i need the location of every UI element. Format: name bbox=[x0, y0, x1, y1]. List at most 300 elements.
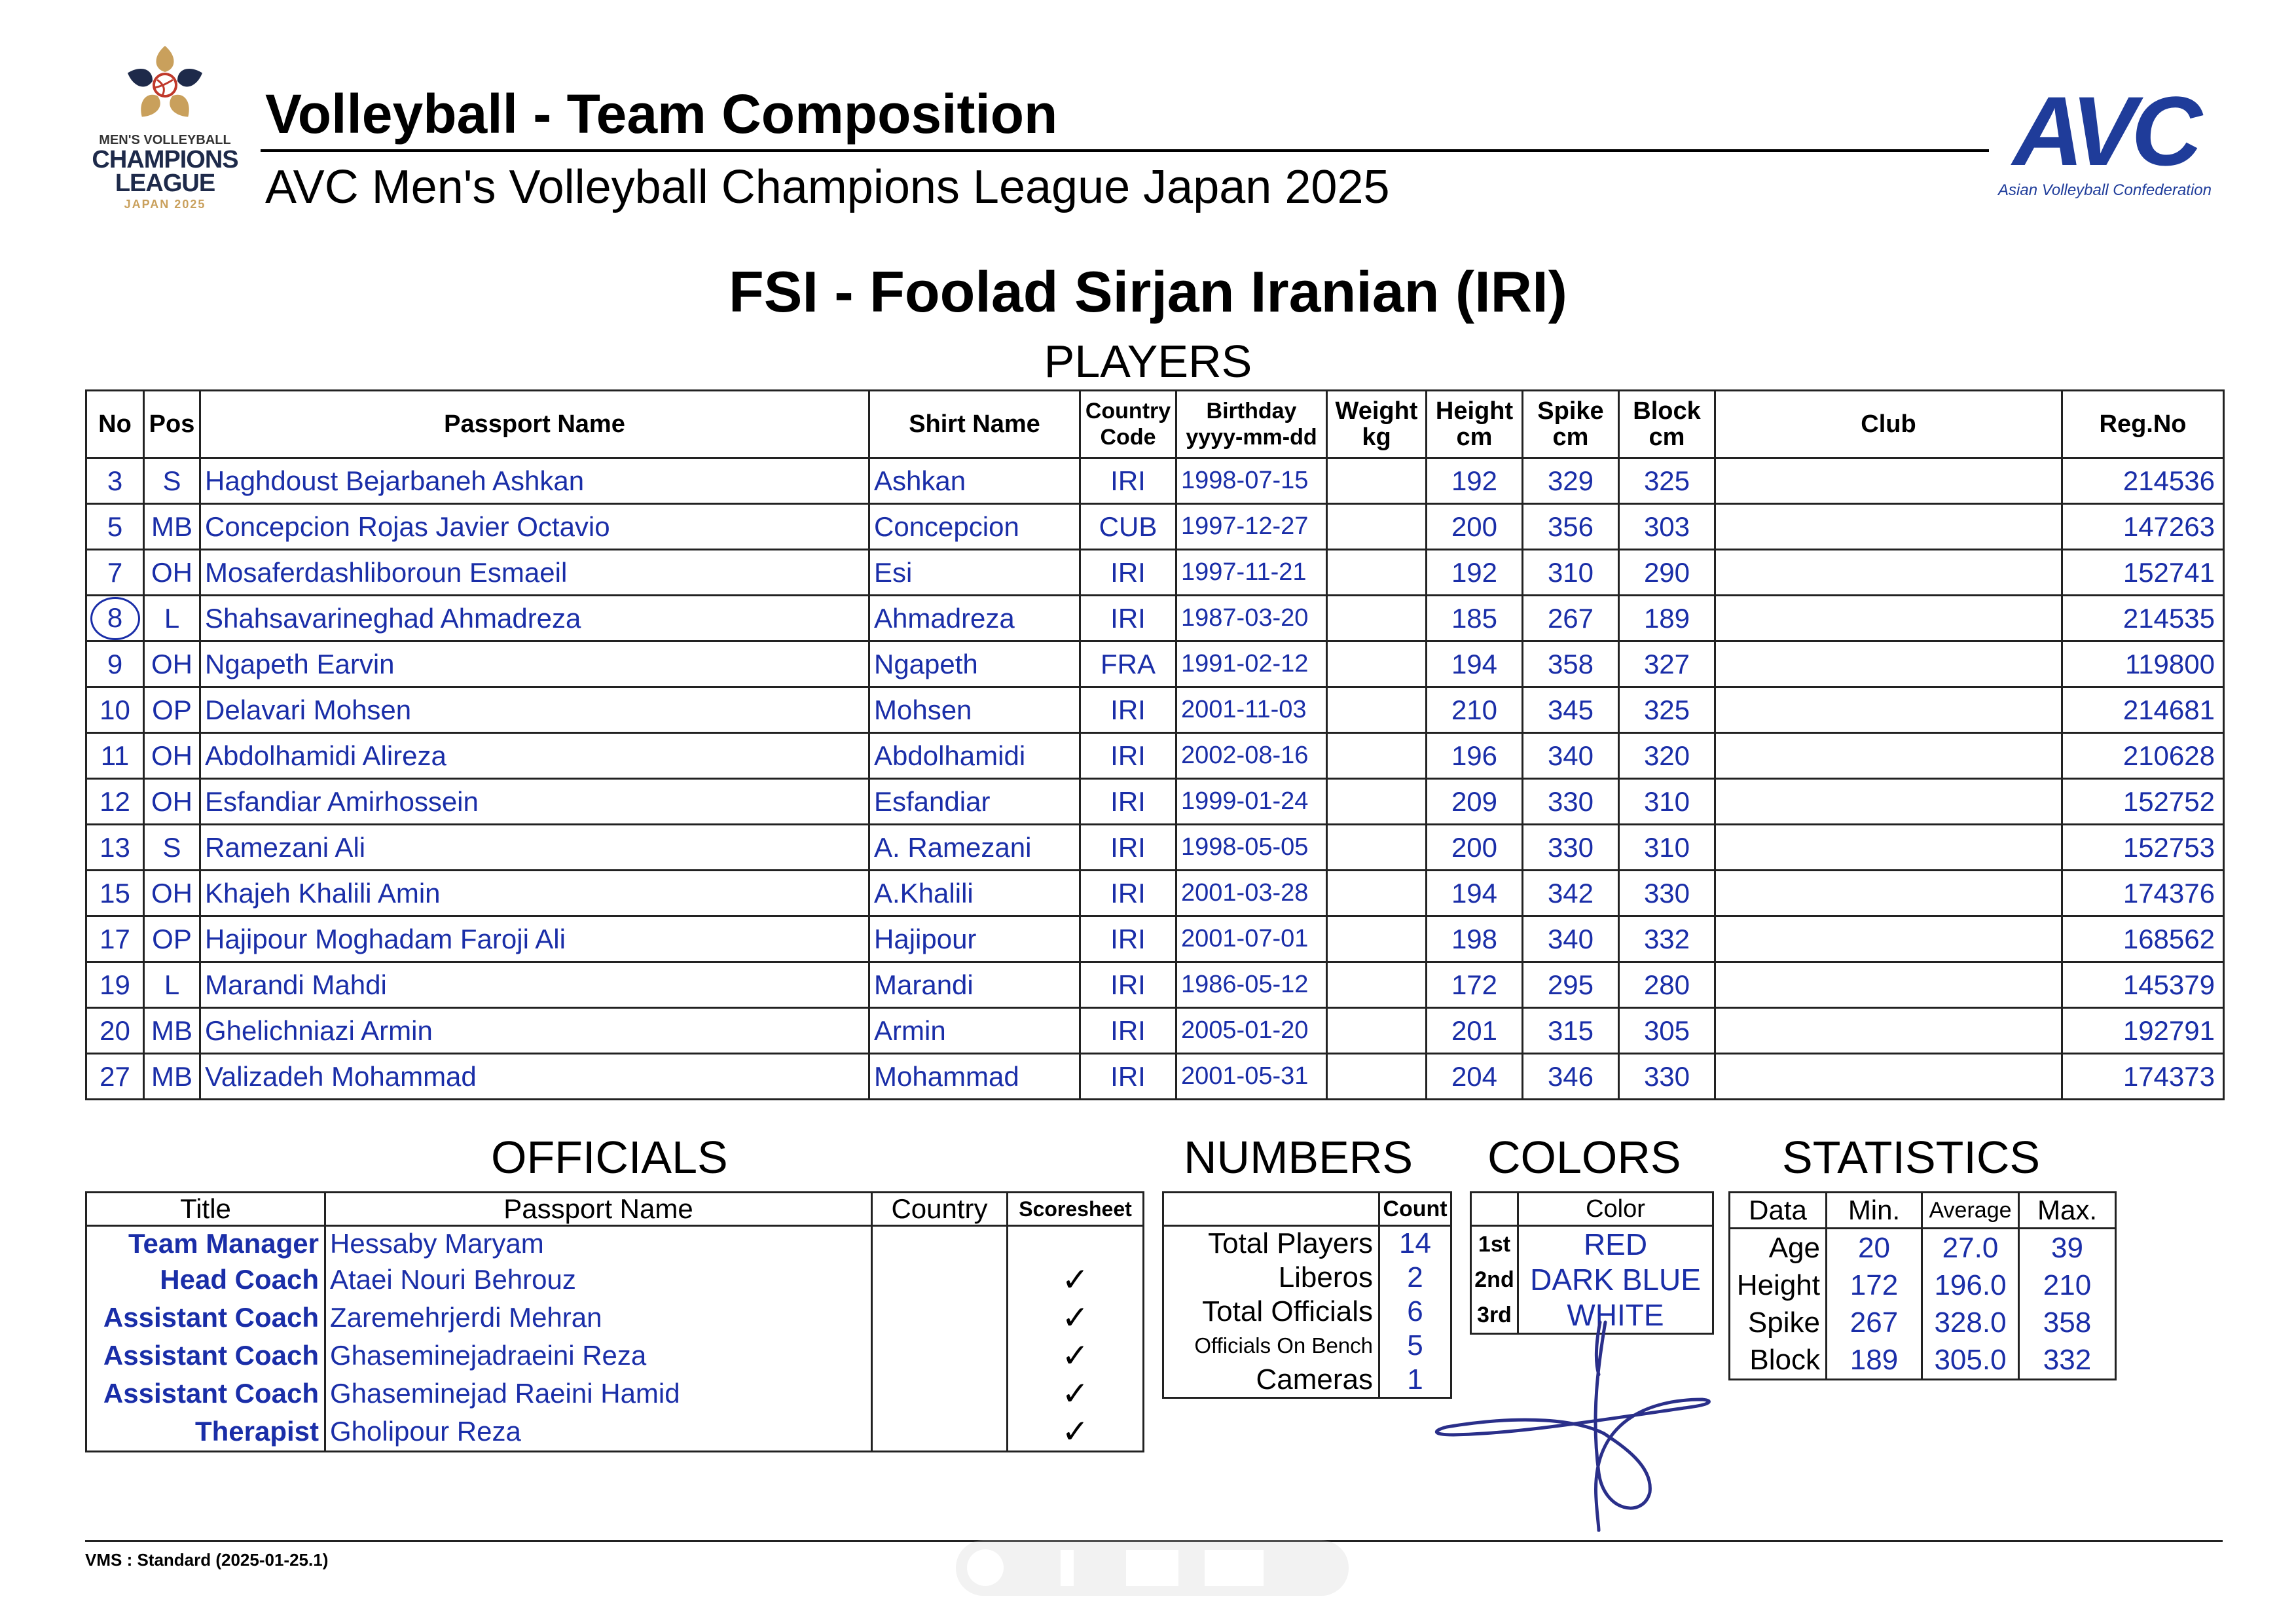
player-pos: S bbox=[144, 458, 200, 504]
player-passport-name: Valizadeh Mohammad bbox=[200, 1054, 869, 1100]
player-row bbox=[86, 871, 2224, 916]
player-reg-no: 192791 bbox=[2062, 1008, 2224, 1054]
col-stat-max: Max. bbox=[2019, 1193, 2116, 1229]
numbers-count: 2 bbox=[1379, 1261, 1451, 1295]
player-block: 305 bbox=[1619, 1008, 1715, 1054]
player-pos: L bbox=[144, 596, 200, 641]
player-country-code: IRI bbox=[1080, 1008, 1176, 1054]
player-height: 194 bbox=[1427, 641, 1523, 687]
player-weight bbox=[1327, 1008, 1427, 1054]
player-no: 27 bbox=[86, 1054, 144, 1100]
player-row bbox=[86, 1054, 2224, 1100]
stat-average: 328.0 bbox=[1922, 1304, 2019, 1341]
logo-japan-2025: JAPAN 2025 bbox=[124, 198, 206, 211]
player-passport-name: Marandi Mahdi bbox=[200, 962, 869, 1008]
player-spike: 340 bbox=[1523, 916, 1619, 962]
stat-min: 20 bbox=[1827, 1229, 1922, 1267]
player-club bbox=[1715, 871, 2062, 916]
player-pos: OH bbox=[144, 733, 200, 779]
player-reg-no: 147263 bbox=[2062, 504, 2224, 550]
player-shirt-name: Abdolhamidi bbox=[869, 733, 1080, 779]
player-row bbox=[86, 779, 2224, 825]
numbers-label: Liberos bbox=[1163, 1261, 1379, 1295]
official-scoresheet-check-icon: ✓ bbox=[1008, 1375, 1144, 1413]
player-spike: 330 bbox=[1523, 825, 1619, 871]
player-spike: 356 bbox=[1523, 504, 1619, 550]
player-spike: 340 bbox=[1523, 733, 1619, 779]
player-pos: OH bbox=[144, 550, 200, 596]
player-club bbox=[1715, 504, 2062, 550]
player-reg-no: 214535 bbox=[2062, 596, 2224, 641]
stat-max: 39 bbox=[2019, 1229, 2116, 1267]
official-scoresheet-check-icon: ✓ bbox=[1008, 1299, 1144, 1337]
color-order: 2nd bbox=[1471, 1262, 1518, 1297]
player-row bbox=[86, 550, 2224, 596]
player-row bbox=[86, 687, 2224, 733]
official-row bbox=[86, 1413, 1144, 1452]
player-shirt-name: Ashkan bbox=[869, 458, 1080, 504]
player-passport-name: Shahsavarineghad Ahmadreza bbox=[200, 596, 869, 641]
player-height: 172 bbox=[1427, 962, 1523, 1008]
col-shirt-name: Shirt Name bbox=[869, 391, 1080, 458]
player-club bbox=[1715, 596, 2062, 641]
avc-logo-tagline: Asian Volleyball Confederation bbox=[1998, 181, 2212, 199]
numbers-header-row bbox=[1163, 1193, 1451, 1226]
player-shirt-name: Armin bbox=[869, 1008, 1080, 1054]
player-country-code: IRI bbox=[1080, 458, 1176, 504]
col-reg-no: Reg.No bbox=[2062, 391, 2224, 458]
player-reg-no: 145379 bbox=[2062, 962, 2224, 1008]
stat-average: 27.0 bbox=[1922, 1229, 2019, 1267]
uniform-color: DARK BLUE bbox=[1518, 1262, 1713, 1297]
player-weight bbox=[1327, 733, 1427, 779]
official-country bbox=[872, 1413, 1008, 1452]
official-row bbox=[86, 1337, 1144, 1375]
col-birthday-line1: Birthday bbox=[1206, 399, 1297, 424]
stat-label: Block bbox=[1730, 1341, 1827, 1380]
player-reg-no: 174376 bbox=[2062, 871, 2224, 916]
color-order: 1st bbox=[1471, 1226, 1518, 1263]
col-stat-data: Data bbox=[1730, 1193, 1827, 1229]
uniform-color: WHITE bbox=[1518, 1297, 1713, 1334]
col-block-line1: Block bbox=[1633, 397, 1701, 425]
player-reg-no: 168562 bbox=[2062, 916, 2224, 962]
player-country-code: IRI bbox=[1080, 687, 1176, 733]
player-spike: 330 bbox=[1523, 779, 1619, 825]
official-row bbox=[86, 1261, 1144, 1299]
player-passport-name: Hajipour Moghadam Faroji Ali bbox=[200, 916, 869, 962]
player-height: 196 bbox=[1427, 733, 1523, 779]
player-country-code: IRI bbox=[1080, 1054, 1176, 1100]
numbers-count: 5 bbox=[1379, 1329, 1451, 1363]
player-country-code: FRA bbox=[1080, 641, 1176, 687]
player-spike: 295 bbox=[1523, 962, 1619, 1008]
watermark-icon bbox=[956, 1537, 1349, 1599]
logo-league: LEAGUE bbox=[115, 170, 215, 197]
numbers-count: 6 bbox=[1379, 1295, 1451, 1329]
official-country bbox=[872, 1337, 1008, 1375]
player-weight bbox=[1327, 779, 1427, 825]
player-no: 9 bbox=[86, 641, 144, 687]
col-official-country: Country bbox=[872, 1193, 1008, 1226]
player-weight bbox=[1327, 550, 1427, 596]
player-weight bbox=[1327, 1054, 1427, 1100]
player-shirt-name: Ahmadreza bbox=[869, 596, 1080, 641]
official-passport-name: Ataei Nouri Behrouz bbox=[325, 1261, 872, 1299]
numbers-table bbox=[1162, 1191, 1452, 1399]
official-passport-name: Hessaby Maryam bbox=[325, 1226, 872, 1261]
player-country-code: CUB bbox=[1080, 504, 1176, 550]
col-country-line1: Country bbox=[1085, 399, 1171, 424]
stat-average: 196.0 bbox=[1922, 1267, 2019, 1304]
statistics-row bbox=[1730, 1229, 2116, 1267]
official-country bbox=[872, 1226, 1008, 1261]
player-weight bbox=[1327, 871, 1427, 916]
player-club bbox=[1715, 1008, 2062, 1054]
numbers-heading: NUMBERS bbox=[1184, 1132, 1413, 1183]
col-height bbox=[1427, 391, 1523, 458]
official-country bbox=[872, 1261, 1008, 1299]
player-passport-name: Delavari Mohsen bbox=[200, 687, 869, 733]
player-birthday: 1998-05-05 bbox=[1176, 825, 1327, 871]
official-row bbox=[86, 1226, 1144, 1261]
avc-logo-mark: AVC bbox=[2013, 76, 2197, 186]
player-height: 201 bbox=[1427, 1008, 1523, 1054]
numbers-row bbox=[1163, 1329, 1451, 1363]
player-pos: MB bbox=[144, 1054, 200, 1100]
player-no: 7 bbox=[86, 550, 144, 596]
player-passport-name: Ramezani Ali bbox=[200, 825, 869, 871]
player-no: 13 bbox=[86, 825, 144, 871]
player-country-code: IRI bbox=[1080, 825, 1176, 871]
player-reg-no: 214536 bbox=[2062, 458, 2224, 504]
uniform-color: RED bbox=[1518, 1226, 1713, 1263]
col-birthday-line2: yyyy-mm-dd bbox=[1186, 425, 1317, 450]
official-title: Assistant Coach bbox=[86, 1375, 325, 1413]
player-row bbox=[86, 504, 2224, 550]
stat-average: 305.0 bbox=[1922, 1341, 2019, 1380]
player-block: 325 bbox=[1619, 687, 1715, 733]
official-country bbox=[872, 1299, 1008, 1337]
col-height-line1: Height bbox=[1435, 397, 1514, 425]
player-spike: 346 bbox=[1523, 1054, 1619, 1100]
numbers-label: Officials On Bench bbox=[1163, 1329, 1379, 1363]
player-birthday: 2001-07-01 bbox=[1176, 916, 1327, 962]
player-row bbox=[86, 825, 2224, 871]
col-stat-average: Average bbox=[1922, 1193, 2019, 1229]
col-no: No bbox=[86, 391, 144, 458]
numbers-label: Total Players bbox=[1163, 1226, 1379, 1261]
stat-max: 332 bbox=[2019, 1341, 2116, 1380]
player-reg-no: 152753 bbox=[2062, 825, 2224, 871]
col-passport-name: Passport Name bbox=[200, 391, 869, 458]
player-weight bbox=[1327, 916, 1427, 962]
official-row bbox=[86, 1299, 1144, 1337]
player-row bbox=[86, 458, 2224, 504]
title-divider bbox=[261, 149, 1989, 152]
champions-league-logo bbox=[73, 39, 257, 255]
numbers-row bbox=[1163, 1226, 1451, 1261]
player-block: 303 bbox=[1619, 504, 1715, 550]
player-no: 11 bbox=[86, 733, 144, 779]
player-height: 204 bbox=[1427, 1054, 1523, 1100]
official-row bbox=[86, 1375, 1144, 1413]
player-height: 192 bbox=[1427, 550, 1523, 596]
officials-heading: OFFICIALS bbox=[491, 1132, 728, 1183]
player-passport-name: Esfandiar Amirhossein bbox=[200, 779, 869, 825]
col-color: Color bbox=[1518, 1193, 1713, 1226]
player-block: 325 bbox=[1619, 458, 1715, 504]
document-title: Volleyball - Team Composition bbox=[265, 83, 1058, 145]
player-reg-no: 119800 bbox=[2062, 641, 2224, 687]
official-passport-name: Gholipour Reza bbox=[325, 1413, 872, 1452]
player-club bbox=[1715, 641, 2062, 687]
officials-header-row bbox=[86, 1193, 1144, 1226]
player-no: 15 bbox=[86, 871, 144, 916]
player-reg-no: 152752 bbox=[2062, 779, 2224, 825]
numbers-count: 14 bbox=[1379, 1226, 1451, 1261]
numbers-count: 1 bbox=[1379, 1363, 1451, 1398]
numbers-row bbox=[1163, 1261, 1451, 1295]
player-no: 3 bbox=[86, 458, 144, 504]
col-spike-line2: cm bbox=[1552, 424, 1589, 451]
player-no: 17 bbox=[86, 916, 144, 962]
player-passport-name: Concepcion Rojas Javier Octavio bbox=[200, 504, 869, 550]
player-no: 12 bbox=[86, 779, 144, 825]
numbers-label: Total Officials bbox=[1163, 1295, 1379, 1329]
player-club bbox=[1715, 458, 2062, 504]
col-club: Club bbox=[1715, 391, 2062, 458]
colors-row bbox=[1471, 1226, 1713, 1263]
player-reg-no: 152741 bbox=[2062, 550, 2224, 596]
stat-max: 358 bbox=[2019, 1304, 2116, 1341]
col-spike bbox=[1523, 391, 1619, 458]
player-club bbox=[1715, 687, 2062, 733]
statistics-row bbox=[1730, 1267, 2116, 1304]
player-weight bbox=[1327, 641, 1427, 687]
col-weight-line2: kg bbox=[1362, 424, 1391, 451]
statistics-heading: STATISTICS bbox=[1782, 1132, 2041, 1183]
team-name: FSI - Foolad Sirjan Iranian (IRI) bbox=[729, 259, 1567, 324]
statistics-table bbox=[1728, 1191, 2117, 1380]
player-birthday: 2002-08-16 bbox=[1176, 733, 1327, 779]
player-spike: 310 bbox=[1523, 550, 1619, 596]
player-birthday: 1997-12-27 bbox=[1176, 504, 1327, 550]
official-title: Assistant Coach bbox=[86, 1299, 325, 1337]
col-spike-line1: Spike bbox=[1537, 397, 1604, 425]
player-row bbox=[86, 641, 2224, 687]
player-block: 280 bbox=[1619, 962, 1715, 1008]
officials-table bbox=[85, 1191, 1144, 1452]
players-table bbox=[85, 389, 2225, 1100]
player-club bbox=[1715, 1054, 2062, 1100]
player-spike: 342 bbox=[1523, 871, 1619, 916]
player-shirt-name: Mohsen bbox=[869, 687, 1080, 733]
player-country-code: IRI bbox=[1080, 916, 1176, 962]
player-weight bbox=[1327, 458, 1427, 504]
player-no-circled: 8 bbox=[90, 597, 140, 640]
player-shirt-name: Mohammad bbox=[869, 1054, 1080, 1100]
statistics-row bbox=[1730, 1341, 2116, 1380]
official-title: Therapist bbox=[86, 1413, 325, 1452]
player-birthday: 1986-05-12 bbox=[1176, 962, 1327, 1008]
player-shirt-name: Esi bbox=[869, 550, 1080, 596]
player-spike: 345 bbox=[1523, 687, 1619, 733]
col-weight-line1: Weight bbox=[1335, 397, 1418, 425]
player-birthday: 1999-01-24 bbox=[1176, 779, 1327, 825]
player-birthday: 1997-11-21 bbox=[1176, 550, 1327, 596]
stat-min: 189 bbox=[1827, 1341, 1922, 1380]
player-height: 198 bbox=[1427, 916, 1523, 962]
official-scoresheet-check-icon: ✓ bbox=[1008, 1261, 1144, 1299]
official-country bbox=[872, 1375, 1008, 1413]
player-shirt-name: Hajipour bbox=[869, 916, 1080, 962]
player-weight bbox=[1327, 504, 1427, 550]
player-row bbox=[86, 596, 2224, 641]
player-block: 189 bbox=[1619, 596, 1715, 641]
logo-champions: CHAMPIONS bbox=[92, 146, 238, 173]
player-shirt-name: Esfandiar bbox=[869, 779, 1080, 825]
col-block-line2: cm bbox=[1649, 424, 1685, 451]
player-pos: L bbox=[144, 962, 200, 1008]
colors-heading: COLORS bbox=[1487, 1132, 1681, 1183]
player-pos: S bbox=[144, 825, 200, 871]
official-passport-name: Ghaseminejadraeini Reza bbox=[325, 1337, 872, 1375]
stat-min: 172 bbox=[1827, 1267, 1922, 1304]
player-pos: OP bbox=[144, 687, 200, 733]
player-weight bbox=[1327, 687, 1427, 733]
numbers-blank-header bbox=[1163, 1193, 1379, 1226]
col-height-line2: cm bbox=[1456, 424, 1493, 451]
player-row bbox=[86, 916, 2224, 962]
official-title: Assistant Coach bbox=[86, 1337, 325, 1375]
player-birthday: 2001-11-03 bbox=[1176, 687, 1327, 733]
player-pos: OH bbox=[144, 871, 200, 916]
player-passport-name: Khajeh Khalili Amin bbox=[200, 871, 869, 916]
colors-header-row bbox=[1471, 1193, 1713, 1226]
player-club bbox=[1715, 825, 2062, 871]
player-pos: MB bbox=[144, 1008, 200, 1054]
player-birthday: 2005-01-20 bbox=[1176, 1008, 1327, 1054]
player-weight bbox=[1327, 825, 1427, 871]
player-club bbox=[1715, 779, 2062, 825]
official-passport-name: Ghaseminejad Raeini Hamid bbox=[325, 1375, 872, 1413]
official-scoresheet-check-icon: ✓ bbox=[1008, 1337, 1144, 1375]
player-country-code: IRI bbox=[1080, 550, 1176, 596]
player-country-code: IRI bbox=[1080, 596, 1176, 641]
logo-subtitle: MEN'S VOLLEYBALL bbox=[99, 133, 231, 147]
numbers-label: Cameras bbox=[1163, 1363, 1379, 1398]
player-height: 185 bbox=[1427, 596, 1523, 641]
player-block: 330 bbox=[1619, 1054, 1715, 1100]
player-pos: OP bbox=[144, 916, 200, 962]
col-country-code bbox=[1080, 391, 1176, 458]
player-no: 5 bbox=[86, 504, 144, 550]
player-shirt-name: A.Khalili bbox=[869, 871, 1080, 916]
player-height: 200 bbox=[1427, 504, 1523, 550]
player-reg-no: 174373 bbox=[2062, 1054, 2224, 1100]
signature bbox=[1427, 1283, 1768, 1532]
col-weight bbox=[1327, 391, 1427, 458]
col-pos: Pos bbox=[144, 391, 200, 458]
player-height: 192 bbox=[1427, 458, 1523, 504]
col-official-passport-name: Passport Name bbox=[325, 1193, 872, 1226]
player-block: 330 bbox=[1619, 871, 1715, 916]
col-block bbox=[1619, 391, 1715, 458]
player-country-code: IRI bbox=[1080, 733, 1176, 779]
player-club bbox=[1715, 962, 2062, 1008]
player-height: 194 bbox=[1427, 871, 1523, 916]
player-block: 310 bbox=[1619, 779, 1715, 825]
player-passport-name: Mosaferdashliboroun Esmaeil bbox=[200, 550, 869, 596]
stat-label: Age bbox=[1730, 1229, 1827, 1267]
player-spike: 315 bbox=[1523, 1008, 1619, 1054]
statistics-row bbox=[1730, 1304, 2116, 1341]
player-country-code: IRI bbox=[1080, 871, 1176, 916]
player-no: 20 bbox=[86, 1008, 144, 1054]
player-spike: 267 bbox=[1523, 596, 1619, 641]
player-country-code: IRI bbox=[1080, 779, 1176, 825]
player-height: 210 bbox=[1427, 687, 1523, 733]
player-pos: MB bbox=[144, 504, 200, 550]
player-spike: 358 bbox=[1523, 641, 1619, 687]
player-birthday: 1991-02-12 bbox=[1176, 641, 1327, 687]
player-no: 19 bbox=[86, 962, 144, 1008]
player-row bbox=[86, 733, 2224, 779]
player-birthday: 2001-05-31 bbox=[1176, 1054, 1327, 1100]
player-weight bbox=[1327, 596, 1427, 641]
color-order: 3rd bbox=[1471, 1297, 1518, 1334]
colors-blank-header bbox=[1471, 1193, 1518, 1226]
player-shirt-name: Marandi bbox=[869, 962, 1080, 1008]
player-shirt-name: Concepcion bbox=[869, 504, 1080, 550]
players-heading: PLAYERS bbox=[1044, 336, 1252, 387]
official-scoresheet-check-icon: ✓ bbox=[1008, 1413, 1144, 1452]
player-birthday: 2001-03-28 bbox=[1176, 871, 1327, 916]
player-club bbox=[1715, 550, 2062, 596]
player-height: 209 bbox=[1427, 779, 1523, 825]
player-pos: OH bbox=[144, 779, 200, 825]
event-title: AVC Men's Volleyball Champions League Japan 2025 bbox=[265, 161, 1390, 213]
player-block: 327 bbox=[1619, 641, 1715, 687]
col-country-line2: Code bbox=[1100, 425, 1156, 450]
player-club bbox=[1715, 733, 2062, 779]
flower-ball-icon bbox=[116, 39, 214, 124]
col-birthday bbox=[1176, 391, 1327, 458]
col-count: Count bbox=[1379, 1193, 1451, 1226]
avc-logo bbox=[1987, 76, 2223, 200]
player-passport-name: Abdolhamidi Alireza bbox=[200, 733, 869, 779]
player-row bbox=[86, 962, 2224, 1008]
player-passport-name: Ngapeth Earvin bbox=[200, 641, 869, 687]
player-reg-no: 214681 bbox=[2062, 687, 2224, 733]
player-pos: OH bbox=[144, 641, 200, 687]
player-row bbox=[86, 1008, 2224, 1054]
col-official-scoresheet: Scoresheet bbox=[1008, 1193, 1144, 1226]
player-spike: 329 bbox=[1523, 458, 1619, 504]
vms-version: VMS : Standard (2025-01-25.1) bbox=[85, 1550, 329, 1570]
player-height: 200 bbox=[1427, 825, 1523, 871]
statistics-header-row bbox=[1730, 1193, 2116, 1229]
player-birthday: 1987-03-20 bbox=[1176, 596, 1327, 641]
player-passport-name: Ghelichniazi Armin bbox=[200, 1008, 869, 1054]
col-official-title: Title bbox=[86, 1193, 325, 1226]
stat-label: Height bbox=[1730, 1267, 1827, 1304]
player-country-code: IRI bbox=[1080, 962, 1176, 1008]
col-stat-min: Min. bbox=[1827, 1193, 1922, 1229]
player-passport-name: Haghdoust Bejarbaneh Ashkan bbox=[200, 458, 869, 504]
player-shirt-name: Ngapeth bbox=[869, 641, 1080, 687]
